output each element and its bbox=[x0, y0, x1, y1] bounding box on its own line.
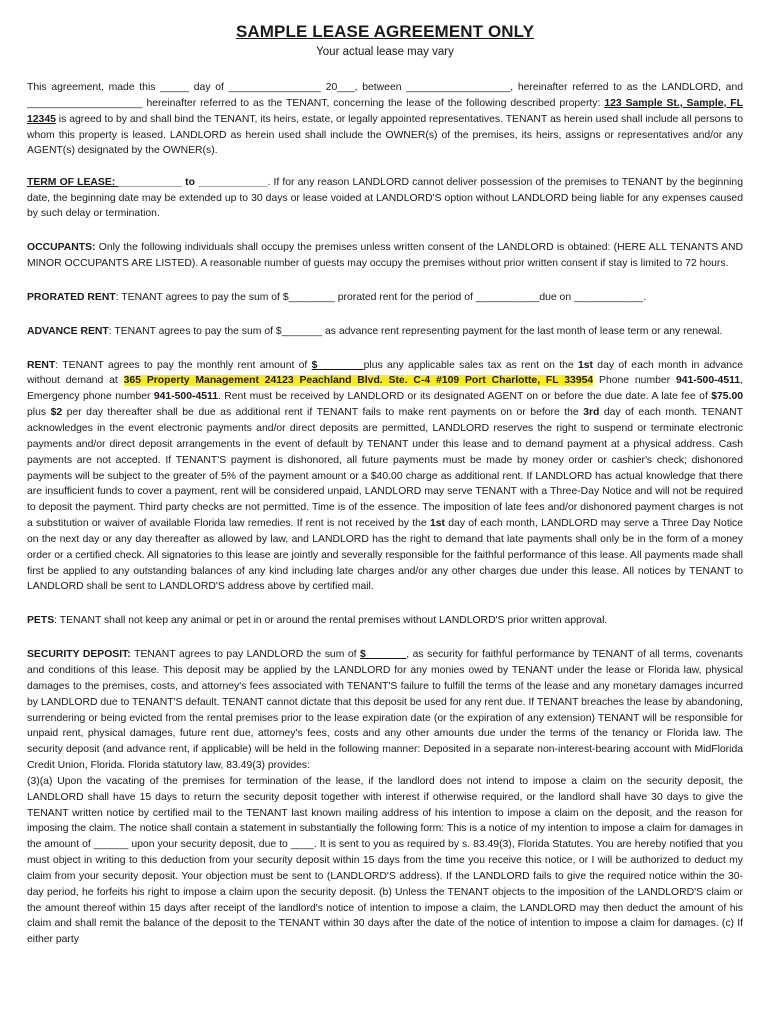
pets-text: : TENANT shall not keep any animal or pet in or around the rental premises without LANDLORD'S prior written approval. bbox=[54, 615, 608, 627]
rent-text-5: , Emergency phone number bbox=[27, 375, 743, 403]
statute-text: (3)(a) Upon the vacating of the premises for termination of the lease, if the landlord does not intend to impose a claim on the security deposit, the LANDLORD shall have 15 days to return the security deposit together with interest if otherwise required, or the landlord shall have 30 days to give the TENANT written notice by certified mail to the TENANT last known mailing address of his intention to impose a claim on the deposit, and the reason for imposing the claim. The notice shall contain a statement in substantially the following form: This is a notice of my intention to impose a claim for damages in the amount of ______ upon your security deposit, due to ____. It is sent to you as required by s. 83.49(3), Florida Statutes. You are hereby notified that you must object in writing to this deduction from your security deposit within 15 days from the time you receive this notice, or I will be authorized to deduct my claim from your security deposit. Your objection must be sent to (LANDLORD'S address). If the LANDLORD fails to give the required notice within the 30-day period, he forfeits his right to impose a claim upon the security deposit. (b) Unless the TENANT objects to the imposition of the LANDLORD'S claim or the amount thereof within 15 days after receipt of the landlord's notice of intention to impose a claim, the LANDLORD may then deduct the amount of his claim and shall remit the balance of the deposit to the TENANT within 30 days after the date of the notice of intention to impose a claim for damages. (c) If either party bbox=[27, 775, 743, 946]
occupants-paragraph bbox=[27, 240, 743, 272]
intro-text-2: is agreed to by and shall bind the TENANT, its heirs, estate, or legally appointed representatives. TENANT as herein used shall include all persons to whom this property is leased. LANDLORD as herein used shall include the OWNER(s) of the premises, its heirs, assigns or representatives and/or any AGENT(s) designated by the OWNER(s). bbox=[27, 113, 743, 157]
document-subtitle: Your actual lease may vary bbox=[316, 46, 454, 58]
security-deposit-label: SECURITY DEPOSIT: bbox=[27, 649, 131, 661]
intro-text-1: This agreement, made this _____ day of ________________ 20___, between __________________, hereinafter referred to as the LANDLORD, and ____________________ hereinafter referred to as the TENANT, concerning the lease of the following described property: bbox=[27, 82, 743, 109]
security-text-2: , as security for faithful performance by TENANT of all terms, covenants and conditions of this lease. This deposit may be applied by the LANDLORD for any monies owed by TENANT under the lease or Florida law, physical damages to the premises, costs, and attorney's fees associated with TENANT'S failure to fulfill the terms of the lease and any monetary damages incurred by LANDLORD due to TENANT'S default. TENANT cannot dictate that this deposit be used for any rent due. If TENANT breaches the lease by abandoning, surrendering or being evicted from the rental premises prior to the lease expiration date (or the expiration of any extension) TENANT will be responsible for unpaid rent, physical damages, future rent due, attorney's fees, costs and any other amounts due under the terms of the tenancy or Florida law. The security deposit (and advance rent, if applicable) will be held in the following manner: Deposited in a separate non-interest-bearing account with MidFlorida Credit Union, Florida. Florida statutory law, 83.49(3) provides: bbox=[27, 649, 743, 772]
advance-rent-paragraph bbox=[27, 324, 743, 340]
security-text-1: TENANT agrees to pay LANDLORD the sum of bbox=[130, 649, 361, 661]
emergency-phone-number: 941-500-4511 bbox=[153, 391, 218, 403]
pets-paragraph bbox=[27, 613, 743, 629]
phone-number: 941-500-4511 bbox=[675, 375, 741, 387]
rent-text-4: Phone number bbox=[593, 375, 676, 387]
property-address: 123 Sample St., Sample, FL 12345 bbox=[27, 97, 743, 125]
security-deposit-paragraph bbox=[27, 647, 743, 774]
payment-address-highlight: 365 Property Management 24123 Peachland Blvd. Ste. C-4 #109 Port Charlotte, FL 33954 bbox=[123, 375, 594, 387]
prorated-rent-text: : TENANT agrees to pay the sum of $________ prorated rent for the period of ___________due on ____________. bbox=[115, 291, 647, 303]
document-title: SAMPLE LEASE AGREEMENT ONLY bbox=[235, 22, 535, 41]
term-start-blank: ___________ bbox=[118, 176, 182, 188]
rent-text-1: : TENANT agrees to pay the monthly rent amount of bbox=[55, 359, 312, 371]
statute-paragraph bbox=[27, 774, 743, 948]
rent-text-3: day of each month in advance without demand at bbox=[27, 359, 743, 387]
prorated-rent-paragraph bbox=[27, 290, 743, 306]
term-paragraph bbox=[27, 175, 743, 223]
term-text: . If for any reason LANDLORD cannot deliver possession of the premises to TENANT by the beginning date, the beginning date may be extended up to 30 days or lease voided at LANDLORD'S option without LANDLORD being liable for any expenses caused by such delay or termination. bbox=[27, 176, 743, 220]
rent-text-8: per day thereafter shall be due as additional rent if TENANT fails to make rent payments on or before the bbox=[62, 407, 584, 419]
term-label: TERM OF LEASE: bbox=[27, 176, 119, 188]
rent-paragraph bbox=[27, 358, 743, 596]
security-amount-blank: $_______ bbox=[360, 649, 407, 661]
rent-text-2: plus any applicable sales tax as rent on the bbox=[363, 359, 578, 371]
occupants-text: Only the following individuals shall occupy the premises unless written consent of the LANDLORD is obtained: (HERE ALL TENANTS AND MINOR OCCUPANTS ARE LISTED). A reasonable number of guests may occupy the premises without prior written consent if stay is limited to 72 hours. bbox=[27, 242, 743, 270]
rent-text-7: plus bbox=[27, 407, 51, 419]
notice-day: 1st bbox=[429, 518, 445, 530]
rent-text-6: . Rent must be received by LANDLORD or its designated AGENT on or before the due date. A late fee of bbox=[218, 391, 712, 403]
rent-due-day: 1st bbox=[577, 359, 593, 371]
rent-text-10: day of each month, LANDLORD may serve a Three Day Notice on the next day or any day thereafter as allowed by law, and LANDLORD has the right to demand that late payments shall only be in the form of a money order or a certified check. All signatories to this lease are jointly and severally responsible for the faithful performance of this lease. All payments made shall first be applied to any outstanding balances of any kind including late charges and/or any other charges due under this lease. All notices by TENANT to LANDLORD shall be sent to LANDLORD'S address above by certified mail. bbox=[27, 518, 743, 593]
advance-rent-text: : TENANT agrees to pay the sum of $_______ as advance rent representing payment for the last month of lease term or any renewal. bbox=[108, 325, 723, 337]
rent-amount-blank: $________ bbox=[311, 359, 364, 371]
rent-label: RENT bbox=[27, 359, 56, 371]
pets-label: PETS bbox=[27, 615, 55, 627]
intro-paragraph bbox=[27, 80, 743, 159]
rent-text-9: day of each month. TENANT acknowledges in the event electronic payments and/or direct deposits are permitted, LANDLORD reserves the right to suspend or terminate electronic payments and/or direct deposit arrangements in the event of default by TENANT under this lease and to demand payment at a physical address. Cash payments are not accepted. If TENANT'S payment is dishonored, all future payments must be made by money order or cashier's check; dishonored payments will be subject to the greater of 5% of the payment amount or a $40.00 charge as additional rent. If LANDLORD has actual knowledge that there are insufficient funds to cover a payment, rent will be considered unpaid, LANDLORD may serve TENANT with a Three-Day Notice and will not be required to deposit the payment. Third party checks are not permitted. Time is of the essence. The imposition of late fees and/or dishonored payment charges is not a substitution or waiver of available Florida law remedies. If rent is not received by the bbox=[27, 407, 744, 530]
term-to: to bbox=[181, 176, 199, 188]
per-day-fee: $2 bbox=[50, 407, 63, 419]
advance-rent-label: ADVANCE RENT bbox=[27, 325, 109, 337]
occupants-label: OCCUPANTS: bbox=[27, 242, 96, 254]
term-end-blank: ____________ bbox=[198, 176, 268, 188]
late-fee: $75.00 bbox=[711, 391, 744, 403]
prorated-rent-label: PRORATED RENT bbox=[27, 291, 116, 303]
late-day: 3rd bbox=[583, 407, 600, 419]
